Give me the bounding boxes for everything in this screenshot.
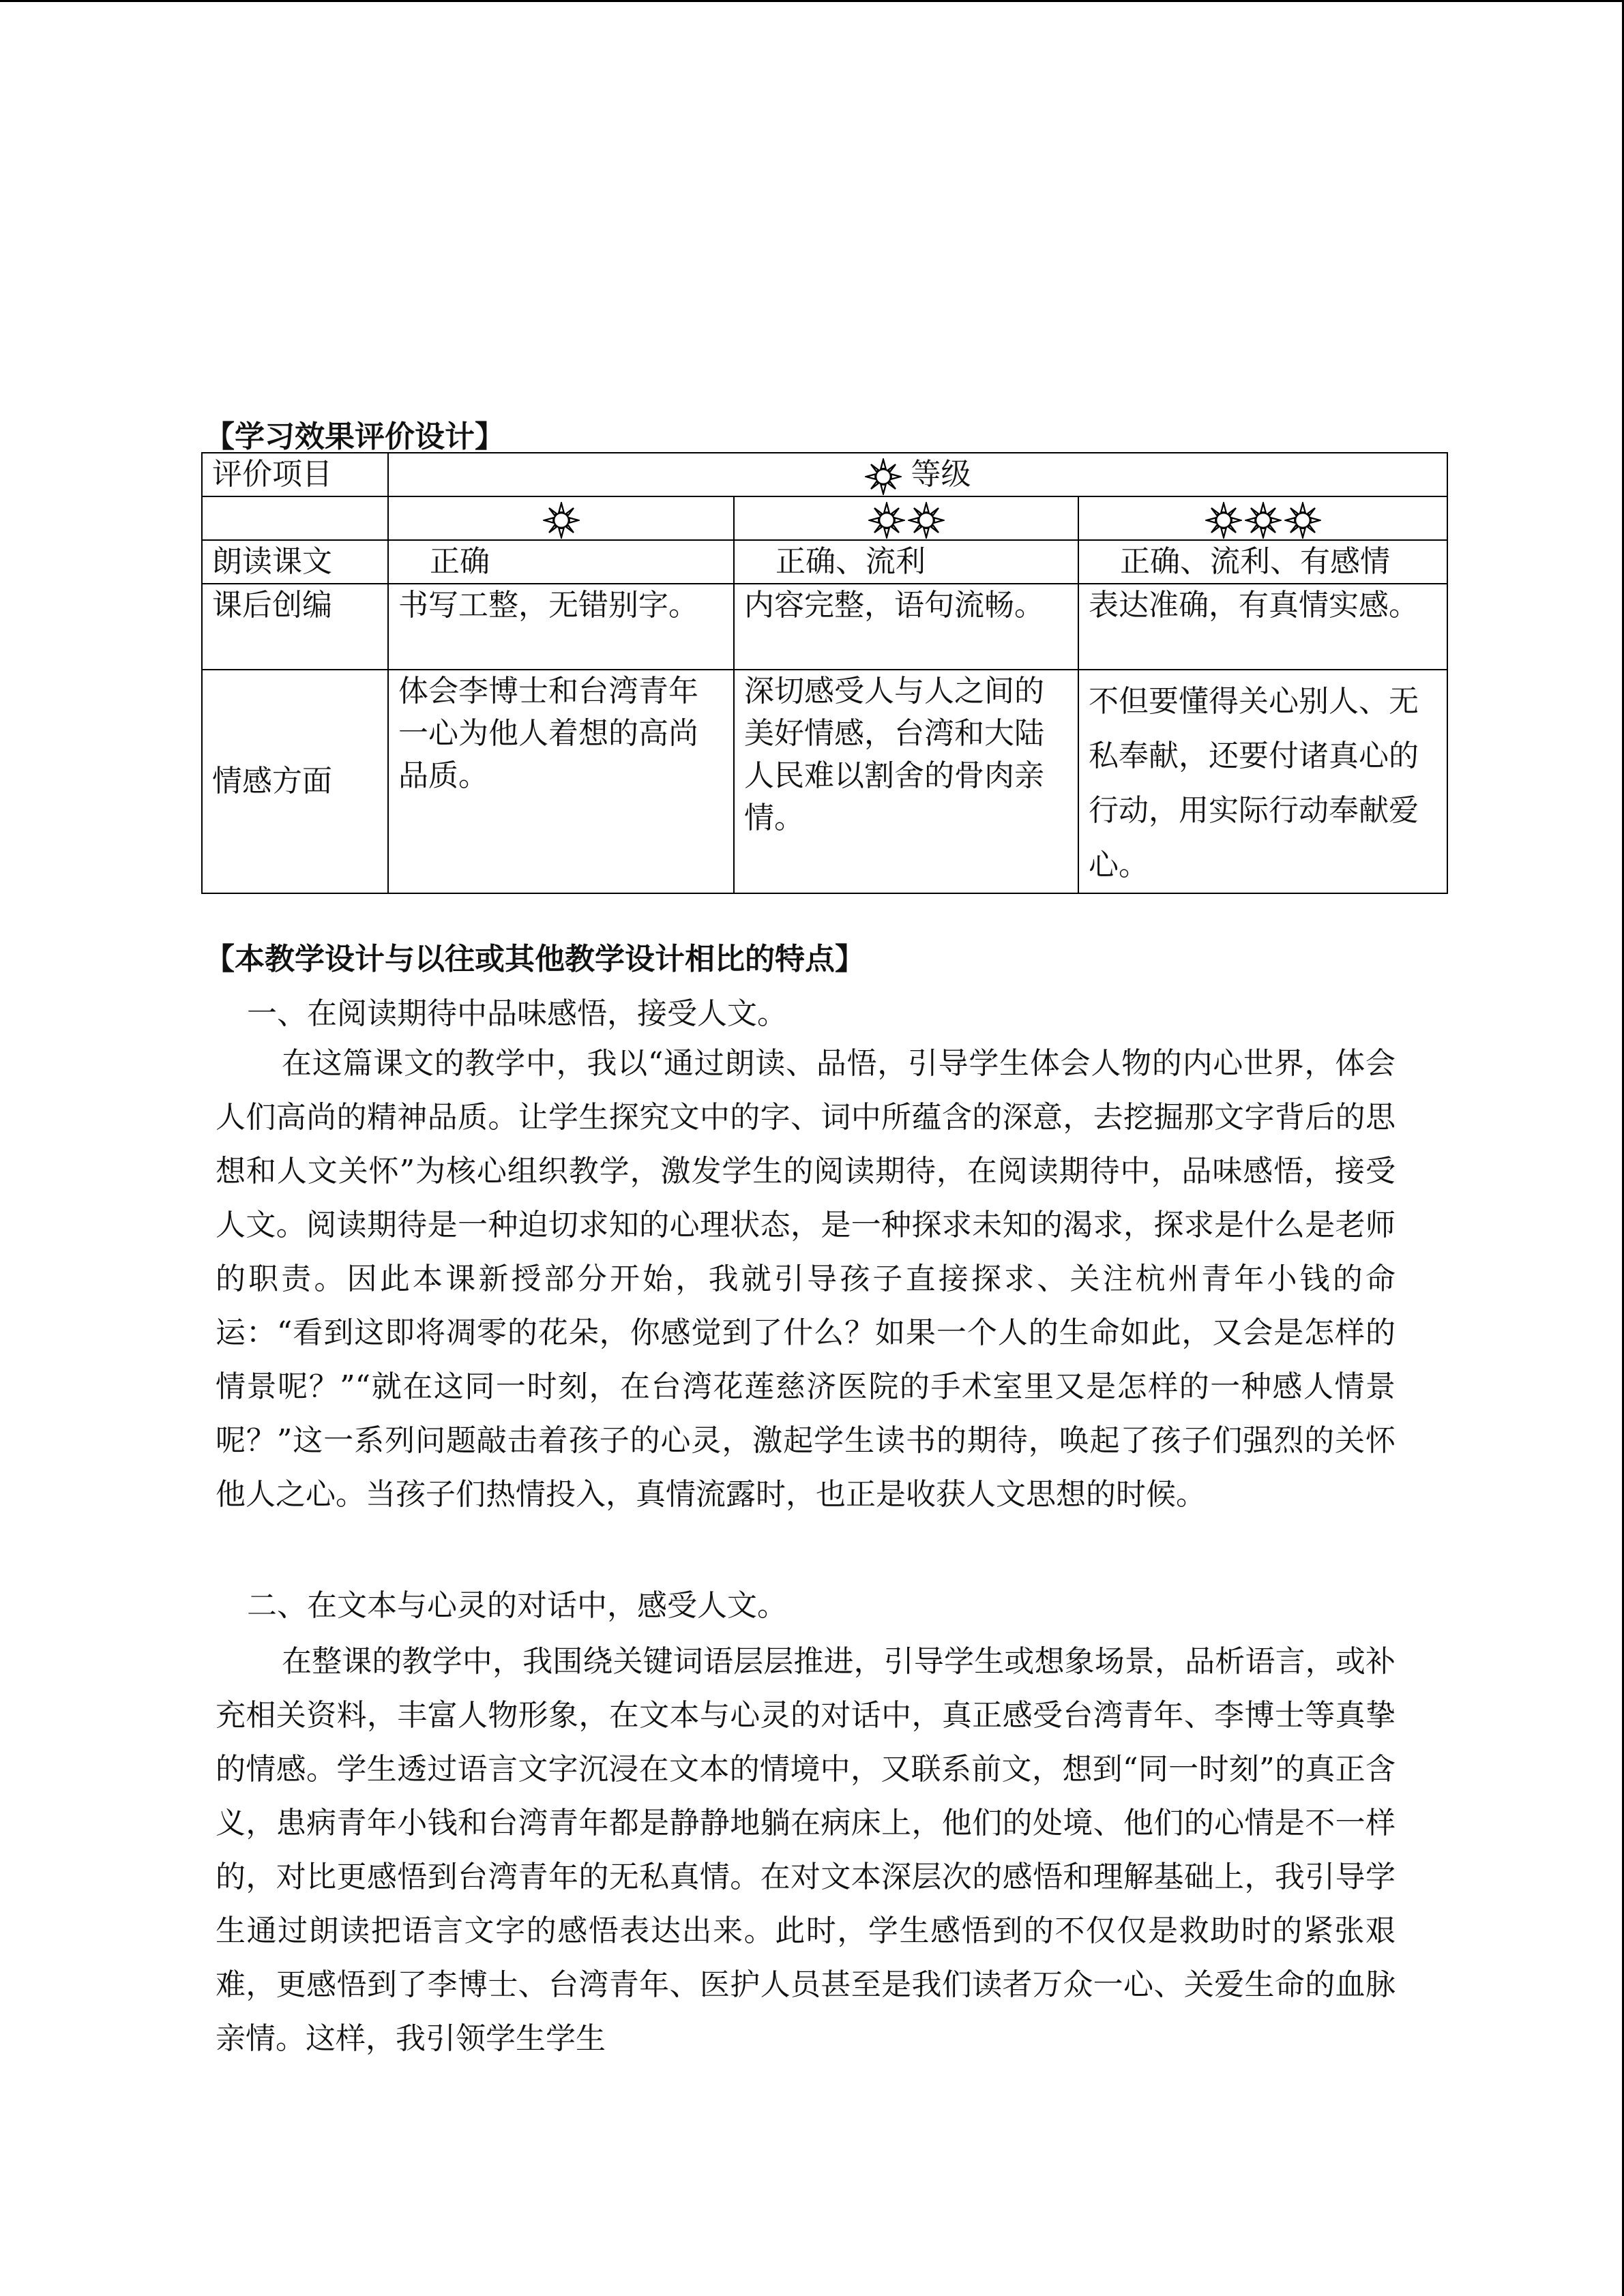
sun-icon (868, 502, 905, 539)
sun-icon (865, 458, 902, 495)
grade-cell: 正确、流利 (734, 540, 1078, 584)
evaluation-table (201, 452, 1448, 894)
grade-cell: 书写工整，无错别字。 (388, 584, 734, 670)
point-1-paragraph: 在这篇课文的教学中，我以“通过朗读、品悟，引导学生体会人物的内心世界，体会人们高尚的精神品质。让学生探究文中的字、词中所蕴含的深意，去挖掘那文字背后的思想和人文关怀”为核心组织教学，激发学生的阅读期待，在阅读期待中，品味感悟，接受人文。阅读期待是一种迫切求知的心理状态，是一种探求未知的渴求，探求是什么是老师的职责。因此本课新授部分开始，我就引导孩子直接探求、关注杭州青年小钱的命运：“看到这即将凋零的花朵，你感觉到了什么？如果一个人的生命如此，又会是怎样的情景呢？”“就在这同一时刻，在台湾花莲慈济医院的手术室里又是怎样的一种感人情景呢？”这一系列问题敲击着孩子的心灵，激起学生读书的期待，唤起了孩子们强烈的关怀他人之心。当孩子们热情投入，真情流露时，也正是收获人文思想的时候。 (216, 1046, 1396, 1512)
grade-level-row (202, 496, 1447, 540)
row-item-cell: 情感方面 (202, 670, 388, 893)
sun-icon (543, 502, 580, 539)
table-row (202, 584, 1447, 670)
sun-icon (1245, 502, 1282, 539)
header-grade-cell (388, 453, 1447, 496)
grade-cell: 内容完整，语句流畅。 (734, 584, 1078, 670)
point-1-heading: 一、在阅读期待中品味感悟，接受人文。 (247, 996, 787, 1031)
header-item-cell: 评价项目 (202, 453, 388, 496)
evaluation-design-title: 【学习效果评价设计】 (205, 419, 505, 454)
point-2-paragraph: 在整课的教学中，我围绕关键词语层层推进，引导学生或想象场景，品析语言，或补充相关资料，丰富人物形象，在文本与心灵的对话中，真正感受台湾青年、李博士等真挚的情感。学生透过语言文字沉浸在文本的情境中，又联系前文，想到“同一时刻”的真正含义，患病青年小钱和台湾青年都是静静地躺在病床上，他们的处境、他们的心情是不一样的，对比更感悟到台湾青年的无私真情。在对文本深层次的感悟和理解基础上，我引导学生通过朗读把语言文字的感悟表达出来。此时，学生感悟到的不仅仅是救助时的紧张艰难，更感悟到了李博士、台湾青年、医护人员甚至是我们读者万众一心、关爱生命的血脉亲情。这样，我引领学生学生 (216, 1644, 1396, 2056)
grade-level-1 (388, 496, 734, 540)
grade-cell: 正确 (388, 540, 734, 584)
grade-level-3 (1078, 496, 1447, 540)
sun-icon (1205, 502, 1242, 539)
header-grade-label: 等级 (911, 457, 971, 492)
sun-icon (1284, 502, 1321, 539)
grade-level-2 (734, 496, 1078, 540)
page-border-top (0, 0, 1624, 2)
grade-cell: 体会李博士和台湾青年一心为他人着想的高尚品质。 (388, 670, 734, 893)
table-header-row (202, 453, 1447, 496)
empty-cell (202, 496, 388, 540)
features-title: 【本教学设计与以往或其他教学设计相比的特点】 (205, 942, 865, 976)
point-2-heading: 二、在文本与心灵的对话中，感受人文。 (247, 1588, 787, 1623)
sun-icon (908, 502, 945, 539)
row-item-cell: 课后创编 (202, 584, 388, 670)
table-row (202, 540, 1447, 584)
table-row (202, 670, 1447, 893)
grade-cell: 表达准确，有真情实感。 (1078, 584, 1447, 670)
grade-cell: 不但要懂得关心别人、无私奉献，还要付诸真心的行动，用实际行动奉献爱心。 (1078, 670, 1447, 893)
row-item-cell: 朗读课文 (202, 540, 388, 584)
grade-cell: 正确、流利、有感情 (1078, 540, 1447, 584)
grade-cell: 深切感受人与人之间的美好情感，台湾和大陆人民难以割舍的骨肉亲情。 (734, 670, 1078, 893)
grade-sun-icon-group (865, 458, 902, 495)
